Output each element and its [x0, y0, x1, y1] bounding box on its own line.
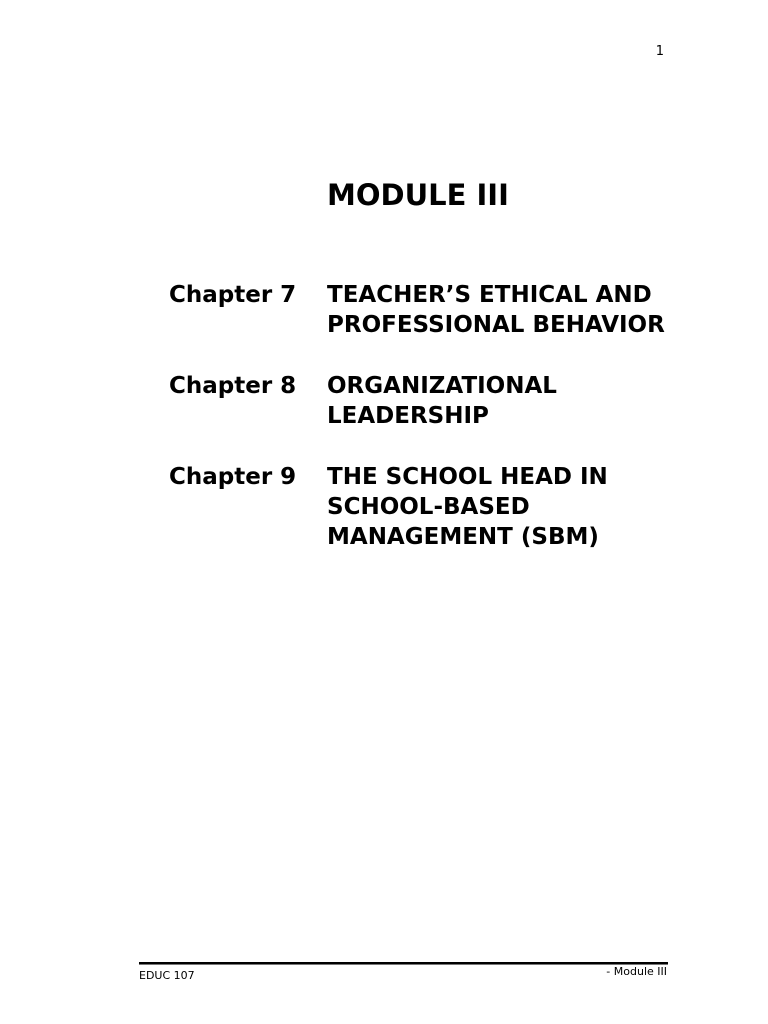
page-number: 1 [655, 44, 664, 59]
chapter-list [169, 280, 729, 583]
chapter-number: Chapter 8 [169, 373, 297, 399]
chapter-entry-7 [169, 280, 729, 340]
chapter-entry-9 [169, 462, 729, 552]
chapter-title: TEACHER’S ETHICAL AND PROFESSIONAL BEHAVIOR [327, 282, 665, 338]
footer-module-label: - Module III [606, 965, 667, 978]
module-title: MODULE III [327, 178, 509, 212]
chapter-title: THE SCHOOL HEAD IN SCHOOL-BASED MANAGEMENT (SBM) [327, 464, 608, 550]
chapter-entry-8 [169, 371, 729, 431]
chapter-title: ORGANIZATIONAL LEADERSHIP [327, 373, 557, 429]
footer-divider [139, 962, 668, 965]
chapter-number: Chapter 7 [169, 282, 297, 308]
footer-course-code: EDUC 107 [139, 969, 195, 982]
chapter-number: Chapter 9 [169, 464, 297, 490]
